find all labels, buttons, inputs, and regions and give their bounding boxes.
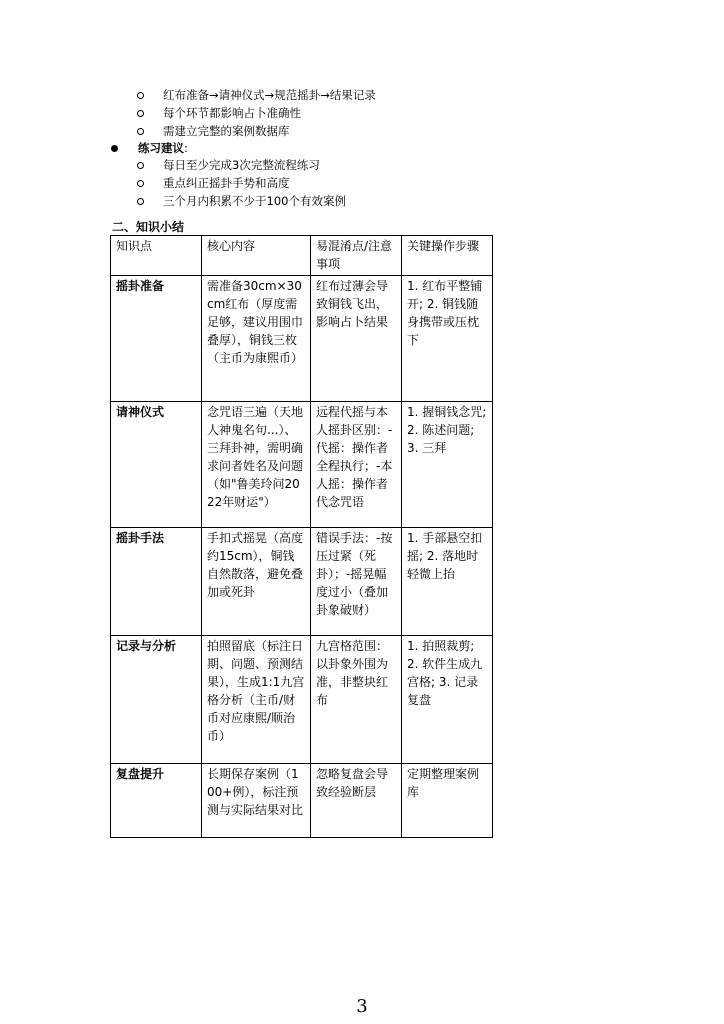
list-item: 每个环节都影响占卜准确性 xyxy=(163,106,301,120)
row-caution: 红布过薄会导致铜钱飞出，影响占卜结果 xyxy=(311,276,402,402)
row-caution: 九宫格范围：以卦象外围为准，非整块红布 xyxy=(311,636,402,764)
row-steps: 1. 拍照裁剪; 2. 软件生成九宫格; 3. 记录复盘 xyxy=(402,636,493,764)
list-item: 重点纠正摇卦手势和高度 xyxy=(163,176,290,190)
row-caution: 忽略复盘会导致经验断层 xyxy=(311,764,402,838)
hollow-bullet-icon xyxy=(137,198,144,205)
list-item: 三个月内积累不少于100个有效案例 xyxy=(163,194,346,208)
table-row xyxy=(111,636,493,764)
column-header: 易混淆点/注意事项 xyxy=(311,236,402,276)
practice-heading xyxy=(138,140,188,156)
page-number: 3 xyxy=(356,996,368,1017)
row-steps: 1. 手部悬空扣摇; 2. 落地时轻微上抬 xyxy=(402,528,493,636)
table-row xyxy=(111,276,493,402)
row-topic: 请神仪式 xyxy=(111,402,202,528)
row-content: 拍照留底（标注日期、问题、预测结果），生成1:1九宫格分析（主币/财币对应康熙/顺治币） xyxy=(202,636,311,764)
hollow-bullet-icon xyxy=(137,180,144,187)
practice-colon: : xyxy=(184,141,188,155)
hollow-bullet-icon xyxy=(137,110,144,117)
row-topic: 记录与分析 xyxy=(111,636,202,764)
table-header-row xyxy=(111,236,493,276)
row-steps: 1. 红布平整铺开; 2. 铜钱随身携带或压枕下 xyxy=(402,276,493,402)
knowledge-summary-table xyxy=(110,235,493,838)
row-content: 长期保存案例（100+例），标注预测与实际结果对比 xyxy=(202,764,311,838)
hollow-bullet-icon xyxy=(137,92,144,99)
table-row xyxy=(111,764,493,838)
column-header: 关键操作步骤 xyxy=(402,236,493,276)
list-item: 每日至少完成3次完整流程练习 xyxy=(163,158,320,172)
row-caution: 错误手法：-按压过紧（死卦）；-摇晃幅度过小（叠加卦象破财） xyxy=(311,528,402,636)
solid-bullet-icon xyxy=(111,145,118,152)
row-topic: 摇卦手法 xyxy=(111,528,202,636)
row-steps: 定期整理案例库 xyxy=(402,764,493,838)
row-topic: 复盘提升 xyxy=(111,764,202,838)
column-header: 核心内容 xyxy=(202,236,311,276)
row-content: 手扣式摇晃（高度约15cm），铜钱自然散落，避免叠加或死卦 xyxy=(202,528,311,636)
table-row xyxy=(111,528,493,636)
hollow-bullet-icon xyxy=(137,162,144,169)
row-content: 念咒语三遍（天地人神鬼名句...）、三拜卦神，需明确求问者姓名及问题（如"鲁美玲问2022年财运"） xyxy=(202,402,311,528)
list-item: 红布准备→请神仪式→规范摇卦→结果记录 xyxy=(163,88,376,102)
row-steps: 1. 握铜钱念咒; 2. 陈述问题; 3. 三拜 xyxy=(402,402,493,528)
list-item: 需建立完整的案例数据库 xyxy=(163,124,290,138)
hollow-bullet-icon xyxy=(137,128,144,135)
practice-label: 练习建议 xyxy=(138,141,184,155)
table-row xyxy=(111,402,493,528)
row-topic: 摇卦准备 xyxy=(111,276,202,402)
row-caution: 远程代摇与本人摇卦区别：-代摇：操作者全程执行；-本人摇：操作者代念咒语 xyxy=(311,402,402,528)
section-title: 二、知识小结 xyxy=(112,220,185,234)
row-content: 需准备30cm×30cm红布（厚度需足够，建议用围巾叠厚），铜钱三枚（主币为康熙币） xyxy=(202,276,311,402)
column-header: 知识点 xyxy=(111,236,202,276)
